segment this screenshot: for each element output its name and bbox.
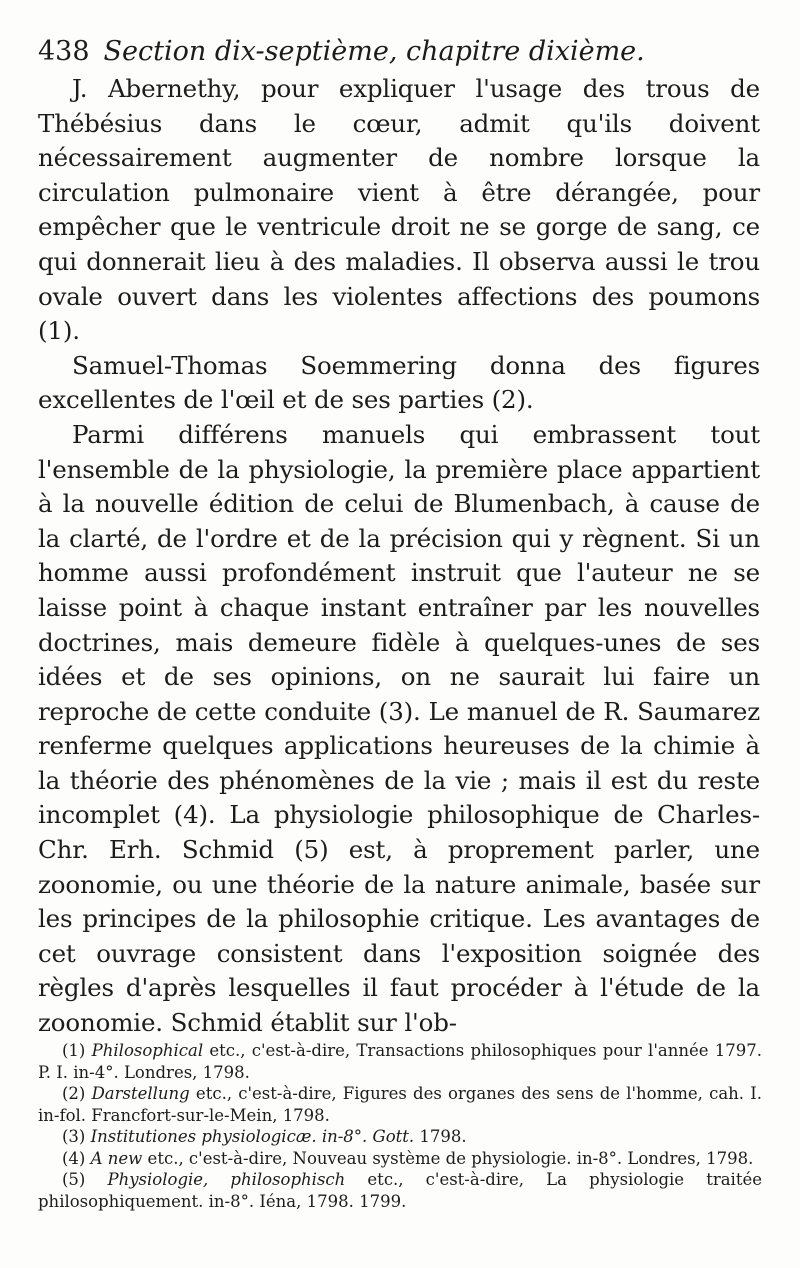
paragraph-abernethy: J. Abernethy, pour expliquer l'usage des trous de Thébésius dans le cœur, admit qu'ils doivent nécessairement augmenter de nombre lorsque la circulation pulmonaire vient à être dérangée, pour empêcher que le ventricule droit ne se gorge de sang, ce qui donnerait lieu à des maladies. Il observa aussi le trou ovale ouvert dans les violentes affections des poumons (1). xyxy=(38,74,760,346)
footnote xyxy=(38,1148,762,1170)
footnote-text: etc., c'est-à-dire, Transactions philosophiques pour l'année 1797. P. I. in-4°. Londres, 1798. xyxy=(38,1041,763,1082)
footnote-title: Physiologie, philosophisch xyxy=(107,1170,346,1189)
footnote-title: A new xyxy=(90,1148,143,1168)
page-header xyxy=(38,34,760,70)
footnote xyxy=(38,1040,762,1083)
footnote-text: etc., c'est-à-dire, La physiologie traitée philosophiquement. in-8°. Iéna, 1798. 1799. xyxy=(38,1170,762,1211)
footnote-mark: (3) xyxy=(62,1127,86,1146)
footnote-mark: (4) xyxy=(62,1148,86,1168)
footnote xyxy=(38,1169,762,1212)
main-text xyxy=(38,72,760,1041)
paragraph-soemmering: Samuel-Thomas Soemmering donna des figures excellentes de l'œil et de ses parties (2). xyxy=(38,350,760,415)
footnote-text: 1798. xyxy=(414,1127,467,1146)
footnote-mark: (1) xyxy=(62,1041,86,1060)
footnote-title: Institutiones physiologicæ. in-8°. Gott. xyxy=(90,1127,415,1146)
footnote-text: etc., c'est-à-dire, Figures des organes des sens de l'homme, cah. I. in-fol. Francfort-sur-le-Mein, 1798. xyxy=(38,1084,762,1125)
paragraph-manuels: Parmi différens manuels qui embrassent tout l'ensemble de la physiologie, la première place appartient à la nouvelle édition de celui de Blumenbach, à cause de la clarté, de l'ordre et de la précision qui y règnent. Si un homme aussi profondément instruit que l'auteur ne se laisse point à chaque instant entraîner par les nouvelles doctrines, mais demeure fidèle à quelques-unes de ses idées et de ses opinions, on ne saurait lui faire un reproche de cette conduite (3). Le manuel de R. Saumarez renferme quelques applications heureuses de la chimie à la théorie des phénomènes de la vie ; mais il est du reste incomplet (4). La physiologie philosophique de Charles-Chr. Erh. Schmid (5) est, à proprement parler, une zoonomie, ou une théorie de la nature animale, basée sur les principes de la philosophie critique. Les avantages de cet ouvrage consistent dans l'exposition soignée des règles d'après lesquelles il faut procéder à l'étude de la zoonomie. Schmid établit sur l'ob- xyxy=(38,419,760,1038)
footnote xyxy=(38,1126,762,1148)
running-title: Section dix-septième, chapitre dixième. xyxy=(103,36,645,67)
footnote-title: Darstellung xyxy=(91,1084,190,1103)
footnote-text: etc., c'est-à-dire, Nouveau système de physiologie. in-8°. Londres, 1798. xyxy=(142,1148,754,1168)
footnote-mark: (5) xyxy=(62,1170,86,1189)
footnote-mark: (2) xyxy=(62,1084,86,1103)
footnote-title: Philosophical xyxy=(91,1041,204,1060)
page-number: 438 xyxy=(38,36,90,67)
footnote xyxy=(38,1083,762,1126)
footnotes xyxy=(38,1040,762,1212)
